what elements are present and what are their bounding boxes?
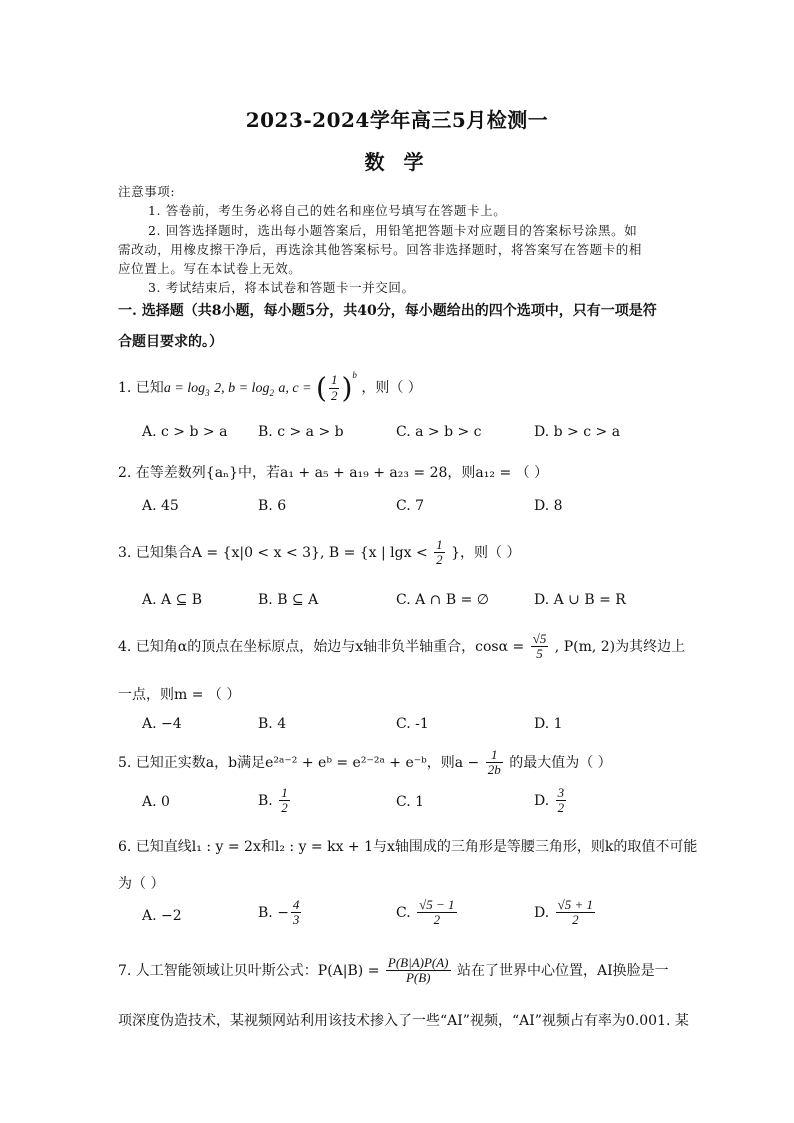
q3-text-b: }，则（ ） xyxy=(451,544,521,561)
exam-title: 2023-2024学年高三5月检测一 xyxy=(245,108,549,132)
question-3 xyxy=(118,538,520,568)
q6-option-a: A. −2 xyxy=(142,908,182,924)
q1-expr-b: 2, b = log xyxy=(214,381,270,396)
q3-text-a: 3. 已知集合A = {x|0 < x < 3}, B = {x | lgx < xyxy=(118,544,428,561)
question-4-cont: 一点，则m = （ ） xyxy=(118,687,241,703)
subject-title: 数 学 xyxy=(364,150,430,174)
q2-option-b: B. 6 xyxy=(258,498,287,514)
q1-expr-c: a, c = xyxy=(278,381,312,396)
q5-option-a: A. 0 xyxy=(142,794,170,810)
question-2: 2. 在等差数列{aₙ}中，若a₁ + a₅ + a₁₉ + a₂₃ = 28，则a₁₂ = （ ） xyxy=(118,465,549,481)
q7-text-b: 站在了世界中心位置，AI换脸是一 xyxy=(456,962,669,979)
question-4 xyxy=(118,632,685,662)
question-7-cont: 项深度伪造技术，某视频网站利用该技术掺入了一些“AI”视频，“AI”视频占有率为0.001. 某 xyxy=(118,1013,689,1029)
notes-heading: 注意事项: xyxy=(118,184,176,199)
q4-cos-fraction: $\frac{√5}{5}$ xyxy=(532,631,547,662)
q1-expr-a: a = log xyxy=(163,381,206,396)
q5-option-b: B. $\frac{1}{2}$ xyxy=(258,785,288,816)
notes-item-2: 2. 回答选择题时，选出每小题答案后，用铅笔把答题卡对应题目的答案标号涂黑。如 xyxy=(148,223,638,238)
notes-item-2-cont-1: 需改动，用橡皮擦干净后，再选涂其他答案标号。回答非选择题时，将答案写在答题卡的相 xyxy=(118,242,643,257)
q7-bayes-fraction: $\frac{P(B|A)P(A)}{P(B)}$ xyxy=(387,955,449,986)
notes-item-3: 3. 考试结束后，将本试卷和答题卡一并交回。 xyxy=(148,280,415,295)
question-5 xyxy=(118,748,612,778)
q4-option-d: D. 1 xyxy=(534,716,563,732)
q4-option-c: C. -1 xyxy=(396,716,429,732)
q4-text-a: 4. 已知角α的顶点在坐标原点，始边与x轴非负半轴重合，cosα = xyxy=(118,638,525,655)
q1-tail: ，则（ ） xyxy=(361,380,422,396)
q3-option-d: D. A ∪ B = R xyxy=(534,592,626,608)
q6-option-c: C. $\frac{√5 - 1}{2}$ xyxy=(396,897,455,928)
q1-prefix: 1. 已知 xyxy=(118,380,164,396)
q2-option-c: C. 7 xyxy=(396,498,425,514)
q3-half-fraction: $\frac{1}{2}$ xyxy=(436,537,443,568)
q2-option-a: A. 45 xyxy=(142,498,179,514)
question-6-cont: 为（ ） xyxy=(118,876,165,892)
q3-option-a: A. A ⊆ B xyxy=(142,592,203,608)
notes-item-2-cont-2: 应位置上。写在本试卷上无效。 xyxy=(118,261,302,276)
question-7 xyxy=(118,956,669,986)
question-6: 6. 已知直线l₁ : y = 2x和l₂ : y = kx + 1与x轴围成的三角形是等腰三角形，则k的取值不可能 xyxy=(118,839,698,855)
section-heading-line2: 合题目要求的。） xyxy=(118,334,223,350)
q5-text-a: 5. 已知正实数a，b满足e²ᵃ⁻² + eᵇ = e²⁻²ᵃ + e⁻ᵇ，则a − xyxy=(118,754,480,771)
section-heading-line1: 一. 选择题（共8小题，每小题5分，共40分，每小题给出的四个选项中，只有一项是符 xyxy=(118,303,657,319)
q3-option-b: B. B ⊆ A xyxy=(258,592,319,608)
q1-option-b: B. c > a > b xyxy=(258,424,344,440)
q4-option-b: B. 4 xyxy=(258,716,287,732)
q2-option-d: D. 8 xyxy=(534,498,563,514)
q5-option-c: C. 1 xyxy=(396,794,425,810)
q6-option-d: D. $\frac{√5 + 1}{2}$ xyxy=(534,897,594,928)
q5-fraction: $\frac{1}{2b}$ xyxy=(487,747,501,778)
q7-text-a: 7. 人工智能领域让贝叶斯公式：P(A|B) = xyxy=(118,962,380,979)
q1-option-a: A. c > b > a xyxy=(142,424,228,440)
q6-option-b: B. − $\frac{4}{3}$ xyxy=(258,897,300,928)
q3-option-c: C. A ∩ B = ∅ xyxy=(396,592,489,608)
q1-option-c: C. a > b > c xyxy=(396,424,482,440)
q5-text-b: 的最大值为（ ） xyxy=(509,754,612,771)
q5-option-d: D. $\frac{3}{2}$ xyxy=(534,785,565,816)
question-1: 1. 已知$a = \log_3 2$, $b = \log_2 a$, c = ( $\frac{1}{2}$ )$^b$ ，则（ ） xyxy=(118,370,422,405)
q1-half-fraction: $\frac{1}{2}$ xyxy=(330,372,338,403)
q4-option-a: A. −4 xyxy=(142,716,182,732)
q4-text-b: , P(m, 2)为其终边上 xyxy=(554,638,686,655)
q1-option-d: D. b > c > a xyxy=(534,424,621,440)
notes-item-1: 1. 答卷前，考生务必将自己的姓名和座位号填写在答题卡上。 xyxy=(148,203,507,218)
